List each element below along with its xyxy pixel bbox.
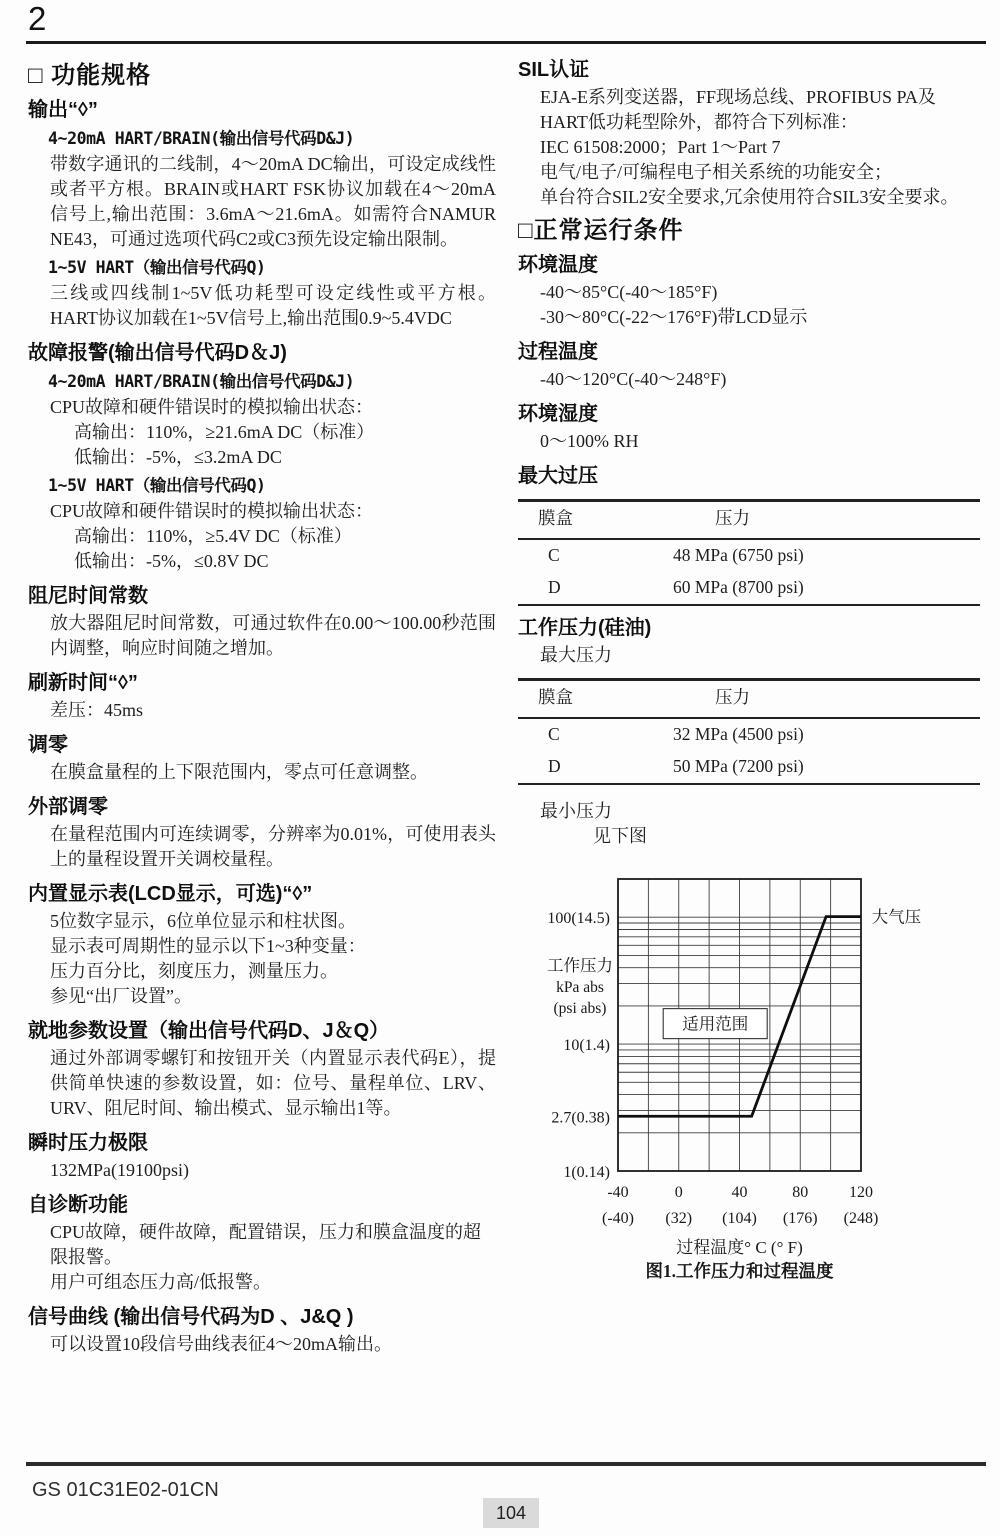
text-line: 电气/电子/可编程电子相关系统的功能安全； [540, 162, 892, 182]
text-line: 高输出：110%，≥21.6mA DC（标准） [74, 422, 375, 442]
svg-text:(176): (176) [782, 1210, 818, 1227]
pressure-temperature-chart [540, 867, 986, 1279]
cell-capsule: C [548, 545, 560, 565]
svg-text:(32): (32) [665, 1210, 693, 1227]
column-header-pressure: 压力 [653, 501, 980, 540]
column-header-pressure: 压力 [653, 680, 980, 719]
table-header-row [518, 501, 980, 540]
text-line: -40～85°C(-40～185°F) [540, 282, 718, 302]
table-row [518, 572, 980, 605]
heading-working-pressure: 工作压力(硅油) [518, 617, 652, 639]
paragraph-zero: 在膜盒量程的上下限范围内，零点可任意调整。 [50, 762, 428, 782]
table-row [518, 718, 980, 751]
paragraph-update-time: 差压：45ms [50, 700, 144, 720]
subheading-1-5v-hart: 1~5V HART（输出信号代码Q) [48, 258, 266, 277]
page-number-top: 2 [28, 0, 47, 37]
svg-text:10(1.4): 10(1.4) [563, 1037, 610, 1055]
paragraph-external-zero: 在量程范围内可连续调零，分辨率为0.01%，可使用表头上的量程设置开关调校量程。 [50, 824, 496, 869]
text-line: -40～120°C(-40～248°F) [540, 369, 727, 389]
svg-text:kPa abs: kPa abs [556, 979, 604, 996]
svg-text:0: 0 [674, 1184, 683, 1201]
svg-text:(-40): (-40) [602, 1210, 634, 1227]
svg-text:(104): (104) [722, 1210, 757, 1227]
svg-text:(248): (248) [843, 1210, 879, 1227]
svg-text:1(0.14): 1(0.14) [563, 1164, 610, 1181]
section-title-functional-specs: □ 功能规格 [28, 62, 152, 89]
text-line: 0～100% RH [540, 431, 639, 451]
svg-text:100(14.5): 100(14.5) [547, 910, 610, 928]
svg-text:(psi abs): (psi abs) [553, 1000, 607, 1017]
svg-text:80: 80 [792, 1184, 809, 1201]
subheading-max-pressure: 最大压力 [540, 645, 612, 665]
svg-text:-40: -40 [607, 1184, 629, 1201]
heading-process-temperature: 过程温度 [518, 341, 598, 363]
figure-1-working-pressure-and-process-temperature [540, 867, 986, 1279]
subheading-1-5v-hart: 1~5V HART（输出信号代码Q) [48, 476, 266, 495]
cell-capsule: C [548, 724, 560, 744]
text-line: 参见“出厂设置”。 [50, 986, 192, 1006]
svg-text:40: 40 [731, 1184, 748, 1201]
text-see-figure-below: 见下图 [593, 826, 647, 846]
table-row [518, 539, 980, 572]
text-line: CPU故障和硬件错误时的模拟输出状态： [50, 501, 374, 521]
svg-text:过程温度° C (° F): 过程温度° C (° F) [676, 1238, 803, 1257]
table-row [518, 751, 980, 784]
left-column [28, 55, 496, 1357]
header-rule [26, 41, 986, 44]
text-line: 单台符合SIL2安全要求,冗余使用符合SIL3安全要求。 [540, 187, 959, 207]
text-line: 显示表可周期性的显示以下1~3种变量： [50, 936, 366, 956]
section-title-normal-operating-conditions: □正常运行条件 [518, 217, 684, 244]
paragraph-output-15v: 三线或四线制1~5V低功耗型可设定线性或平方根。HART协议加载在1~5V信号上,输出范围0.9~5.4VDC [50, 283, 496, 328]
heading-instant-pressure-limit: 瞬时压力极限 [28, 1132, 148, 1154]
heading-ambient-humidity: 环境湿度 [518, 403, 598, 425]
cell-pressure: 50 MPa (7200 psi) [673, 756, 804, 776]
cell-pressure: 48 MPa (6750 psi) [673, 545, 804, 565]
cell-pressure: 32 MPa (4500 psi) [673, 724, 804, 744]
right-column [518, 58, 986, 1279]
text-line: 高输出：110%，≥5.4V DC（标准） [74, 526, 352, 546]
heading-self-diagnostics: 自诊断功能 [28, 1194, 128, 1216]
cell-capsule: D [548, 577, 561, 597]
heading-output: 输出“◊” [28, 99, 98, 121]
footer-rule [26, 1462, 986, 1466]
text-line: CPU故障和硬件错误时的模拟输出状态： [50, 397, 374, 417]
svg-text:2.7(0.38): 2.7(0.38) [551, 1109, 610, 1127]
column-header-capsule: 膜盒 [518, 680, 653, 719]
text-line: 低输出：-5%，≤0.8V DC [74, 551, 269, 571]
text-line: -30～80°C(-22～176°F)带LCD显示 [540, 307, 808, 327]
svg-text:工作压力: 工作压力 [547, 956, 613, 975]
heading-external-zero: 外部调零 [28, 796, 108, 818]
heading-ambient-temperature: 环境温度 [518, 254, 598, 276]
text-line: CPU故障，硬件故障，配置错误，压力和膜盒温度的超限报警。 [50, 1222, 482, 1267]
column-header-capsule: 膜盒 [518, 501, 653, 540]
paragraph-damping: 放大器阻尼时间常数，可通过软件在0.00～100.00秒范围内调整，响应时间随之增加。 [50, 613, 496, 658]
subheading-4-20ma-hart-brain: 4~20mA HART/BRAIN(输出信号代码D&J) [48, 129, 355, 148]
heading-update-time: 刷新时间“◊” [28, 672, 138, 694]
document-code: GS 01C31E02-01CN [32, 1479, 219, 1501]
text-line: IEC 61508:2000；Part 1～Part 7 [540, 137, 781, 157]
heading-damping-time-constant: 阻尼时间常数 [28, 585, 148, 607]
subheading-4-20ma-hart-brain: 4~20mA HART/BRAIN(输出信号代码D&J) [48, 372, 355, 391]
paragraph-pressure-limit: 132MPa(19100psi) [50, 1160, 189, 1180]
max-overpressure-table [518, 499, 980, 606]
paragraph-local-params: 通过外部调零螺钉和按钮开关（内置显示表代码E），提供简单快速的参数设置，如：位号、量程单位、LRV、URV、阻尼时间、输出模式、显示输出1等。 [50, 1048, 496, 1118]
heading-local-parameter-setting: 就地参数设置（输出信号代码D、J＆Q） [28, 1020, 390, 1042]
paragraph-output-420ma: 带数字通讯的二线制，4～20mA DC输出，可设定成线性或者平方根。BRAIN或HART FSK协议加载在4～20mA信号上,输出范围：3.6mA～21.6mA。如需符合NAMUR NE43，可通过选项代码C2或C3预先设定输出限制。 [50, 154, 496, 249]
heading-signal-characterizer: 信号曲线 (输出信号代码为D 、J&Q ) [28, 1306, 354, 1328]
heading-lcd-indicator: 内置显示表(LCD显示，可选)“◊” [28, 883, 313, 905]
text-line: HART低功耗型除外，都符合下列标准： [540, 112, 858, 132]
text-line: 5位数字显示，6位单位显示和柱状图。 [50, 911, 356, 931]
page-number-footer: 104 [483, 1498, 539, 1528]
heading-fault-alarm: 故障报警(输出信号代码D＆J) [28, 342, 287, 364]
subheading-min-pressure: 最小压力 [540, 801, 612, 821]
svg-text:适用范围: 适用范围 [682, 1014, 749, 1034]
svg-text:图1.工作压力和过程温度: 图1.工作压力和过程温度 [645, 1261, 834, 1279]
heading-sil-certification: SIL认证 [518, 59, 590, 81]
text-line: 压力百分比，刻度压力，测量压力。 [50, 961, 338, 981]
paragraph-signal-curve: 可以设置10段信号曲线表征4～20mA输出。 [50, 1334, 392, 1354]
working-pressure-table [518, 678, 980, 785]
svg-text:大气压: 大气压 [871, 907, 922, 927]
heading-max-overpressure: 最大过压 [518, 465, 598, 487]
table-header-row [518, 680, 980, 719]
cell-capsule: D [548, 756, 561, 776]
heading-zero-adjustment: 调零 [28, 734, 68, 756]
text-line: 低输出：-5%，≤3.2mA DC [74, 447, 282, 467]
text-line: EJA-E系列变送器，FF现场总线、PROFIBUS PA及 [540, 87, 936, 107]
text-line: 用户可组态压力高/低报警。 [50, 1272, 271, 1292]
svg-text:120: 120 [849, 1184, 873, 1201]
cell-pressure: 60 MPa (8700 psi) [673, 577, 804, 597]
